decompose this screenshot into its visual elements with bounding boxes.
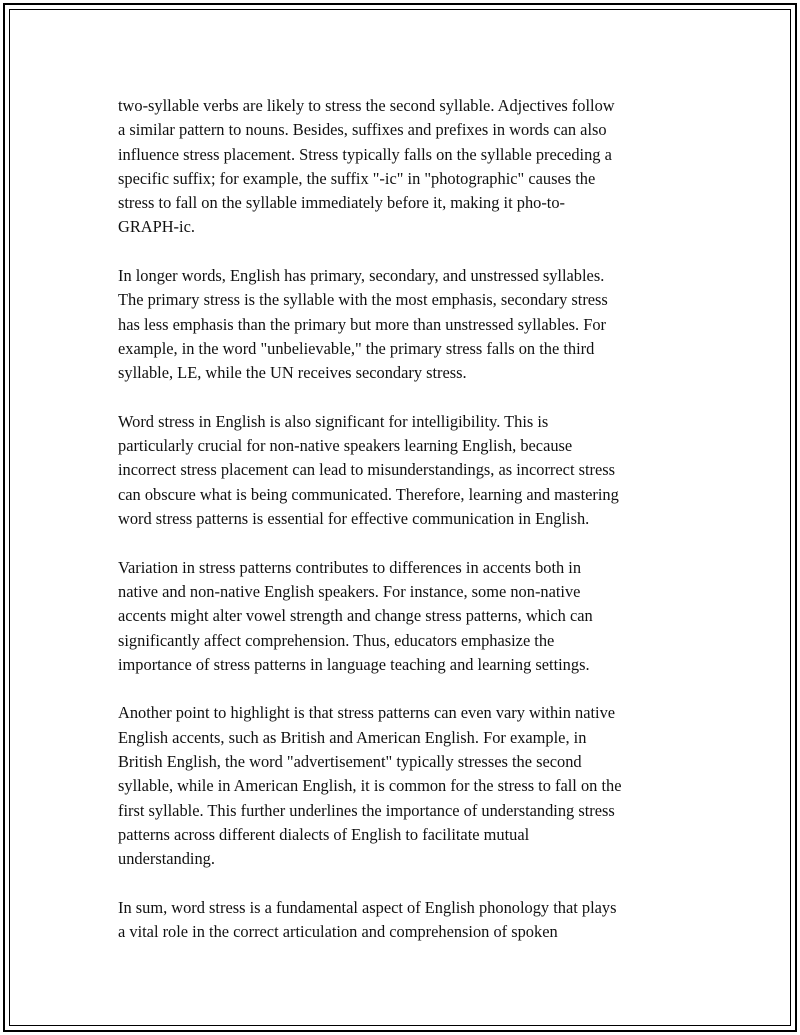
text-line: In longer words, English has primary, secondary, and unstressed syllables. — [118, 266, 605, 286]
text-line: two-syllable verbs are likely to stress the second syllable. Adjectives follow — [118, 96, 615, 115]
text-line: word stress patterns is essential for effective communication in English. — [118, 509, 590, 529]
text-line: Variation in stress patterns contributes to differences in accents both in — [118, 557, 582, 577]
text-line: significantly affect comprehension. Thus, educators emphasize the — [118, 630, 555, 650]
text-line: can obscure what is being communicated. Therefore, learning and mastering — [118, 484, 619, 504]
text-line: importance of stress patterns in language teaching and learning settings. — [118, 654, 590, 674]
text-line: specific suffix; for example, the suffix "-ic" in "photographic" causes the — [118, 168, 596, 188]
text-line: particularly crucial for non-native speakers learning English, because — [118, 436, 573, 456]
paragraph — [118, 701, 690, 871]
text-line: English accents, such as British and American English. For example, in — [118, 727, 587, 747]
text-line: Word stress in English is also significant for intelligibility. This is — [118, 411, 549, 431]
text-line: has less emphasis than the primary but more than unstressed syllables. For — [118, 314, 606, 334]
paragraph — [118, 896, 690, 945]
text-line: syllable, LE, while the UN receives secondary stress. — [118, 363, 467, 383]
text-line: British English, the word "advertisement" typically stresses the second — [118, 752, 582, 772]
text-line: In sum, word stress is a fundamental aspect of English phonology that plays — [118, 897, 617, 917]
text-line: influence stress placement. Stress typically falls on the syllable preceding a — [118, 144, 612, 164]
text-line: a similar pattern to nouns. Besides, suffixes and prefixes in words can also — [118, 120, 607, 140]
paragraph — [118, 410, 690, 531]
text-line: understanding. — [118, 849, 215, 869]
text-line: GRAPH-ic. — [118, 217, 195, 237]
text-line: patterns across different dialects of English to facilitate mutual — [118, 824, 530, 844]
text-line: accents might alter vowel strength and change stress patterns, which can — [118, 606, 593, 626]
text-line: syllable, while in American English, it is common for the stress to fall on the — [118, 776, 622, 796]
text-line: first syllable. This further underlines the importance of understanding stress — [118, 800, 615, 820]
paragraph — [118, 556, 690, 677]
text-line: Another point to highlight is that stress patterns can even vary within native — [118, 703, 616, 723]
text-line: The primary stress is the syllable with the most emphasis, secondary stress — [118, 290, 608, 310]
text-line: native and non-native English speakers. For instance, some non-native — [118, 581, 581, 601]
text-line: a vital role in the correct articulation and comprehension of spoken — [118, 922, 558, 942]
text-line: example, in the word "unbelievable," the primary stress falls on the third — [118, 338, 595, 358]
paragraph — [118, 94, 690, 240]
text-line: stress to fall on the syllable immediately before it, making it pho-to- — [118, 193, 565, 213]
text-line: incorrect stress placement can lead to misunderstandings, as incorrect stress — [118, 460, 616, 480]
paragraph — [118, 264, 690, 385]
document-body — [118, 94, 690, 969]
